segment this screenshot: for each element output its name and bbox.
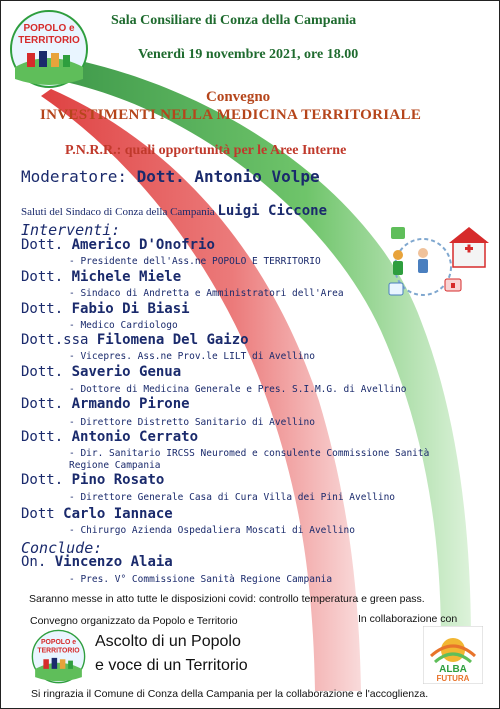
speaker <box>21 429 198 445</box>
event-title: INVESTIMENTI NELLA MEDICINA TERRITORIALE <box>40 107 422 123</box>
speaker <box>21 506 173 522</box>
speaker-name: Antonio Cerrato <box>71 429 199 445</box>
speaker-title: Dott. <box>21 364 64 380</box>
organized-by: Convegno organizzato da Popolo e Territorio <box>30 615 238 627</box>
speaker-name: Americo D'Onofrio <box>71 237 215 253</box>
speaker <box>21 237 215 253</box>
logo-line2: TERRITORIO <box>18 35 80 46</box>
venue: Sala Consiliare di Conza della Campania <box>111 13 357 28</box>
concludes-heading: Conclude: <box>21 539 103 557</box>
speaker-title: Dott.ssa <box>21 332 89 348</box>
collaboration-label: In collaborazione con <box>358 613 458 625</box>
alba-line1: ALBA <box>439 664 467 675</box>
speaker <box>21 396 190 412</box>
logo-line1: POPOLO e <box>40 639 77 647</box>
speaker-title: Dott. <box>21 301 64 317</box>
logo-line2: TERRITORIO <box>37 647 80 655</box>
moderator <box>21 167 320 186</box>
greeting-text: Saluti del Sindaco di Conza della Campania <box>21 206 215 218</box>
moderator-name: Dott. Antonio Volpe <box>136 167 320 186</box>
event-date: Venerdì 19 novembre 2021, ore 18.00 <box>138 47 359 62</box>
covid-notice: Saranno messe in atto tutte le disposizioni covid: controllo temperatura e green pass. <box>29 593 425 605</box>
motto-line-2: e voce di un Territorio <box>95 657 248 674</box>
speaker-name: Pino Rosato <box>71 472 165 488</box>
speaker-role: - Pres. V° Commissione Sanità Regione Campania <box>69 574 333 585</box>
speaker <box>21 364 181 380</box>
event-subtitle: P.N.R.R.: quali opportunità per le Aree Interne <box>65 143 347 158</box>
moderator-label: Moderatore: <box>21 167 127 186</box>
concluding-speaker <box>21 554 173 570</box>
speaker-title: Dott. <box>21 237 64 253</box>
speaker-name: Filomena Del Gaizo <box>96 332 249 348</box>
speaker-name: Vincenzo Alaia <box>54 554 173 570</box>
speaker-title: Dott. <box>21 396 64 412</box>
logo-line1: POPOLO e <box>23 23 75 34</box>
greeting-name: Luigi Ciccone <box>217 203 328 219</box>
speaker-title: Dott. <box>21 429 64 445</box>
speaker-role: - Chirurgo Azienda Ospedaliera Moscati di Avellino <box>69 525 355 536</box>
greeting <box>21 203 327 219</box>
speaker-role: - Sindaco di Andretta e Amministratori dell'Area <box>69 288 344 299</box>
speaker-name: Armando Pirone <box>71 396 190 412</box>
speaker-title: Dott. <box>21 269 64 285</box>
speaker-title: Dott. <box>21 472 64 488</box>
speaker <box>21 332 249 348</box>
speaker <box>21 301 190 317</box>
speaker-role: - Dir. Sanitario IRCSS Neuromed e consulente Commissione Sanità Regione Campania <box>69 448 430 471</box>
speaker <box>21 472 164 488</box>
thanks-note: Si ringrazia il Comune di Conza della Campania per la collaborazione e l'accoglienza. <box>31 688 429 700</box>
speaker-role: - Presidente dell'Ass.ne POPOLO E TERRITORIO <box>69 256 321 267</box>
speaker <box>21 269 181 285</box>
speaker-title: Dott <box>21 506 55 522</box>
speaker-role: - Direttore Distretto Sanitario di Avellino <box>69 417 315 428</box>
speaker-role: - Direttore Generale Casa di Cura Villa dei Pini Avellino <box>69 492 396 503</box>
speaker-role: - Dottore di Medicina Generale e Pres. S.I.M.G. di Avellino <box>69 384 407 395</box>
speaker-name: Fabio Di Biasi <box>71 301 190 317</box>
speaker-title: On. <box>21 554 47 570</box>
speaker-role: - Vicepres. Ass.ne Prov.le LILT di Avellino <box>69 351 315 362</box>
interventions-heading: Interventi: <box>21 221 121 239</box>
speaker-name: Carlo Iannace <box>63 506 173 522</box>
speaker-role: - Medico Cardiologo <box>69 320 178 331</box>
motto-line-1: Ascolto di un Popolo <box>95 633 241 650</box>
speaker-name: Michele Miele <box>71 269 182 285</box>
speaker-name: Saverio Genua <box>71 364 182 380</box>
alba-line2: FUTURA <box>436 674 470 683</box>
event-kind: Convegno <box>206 89 271 105</box>
